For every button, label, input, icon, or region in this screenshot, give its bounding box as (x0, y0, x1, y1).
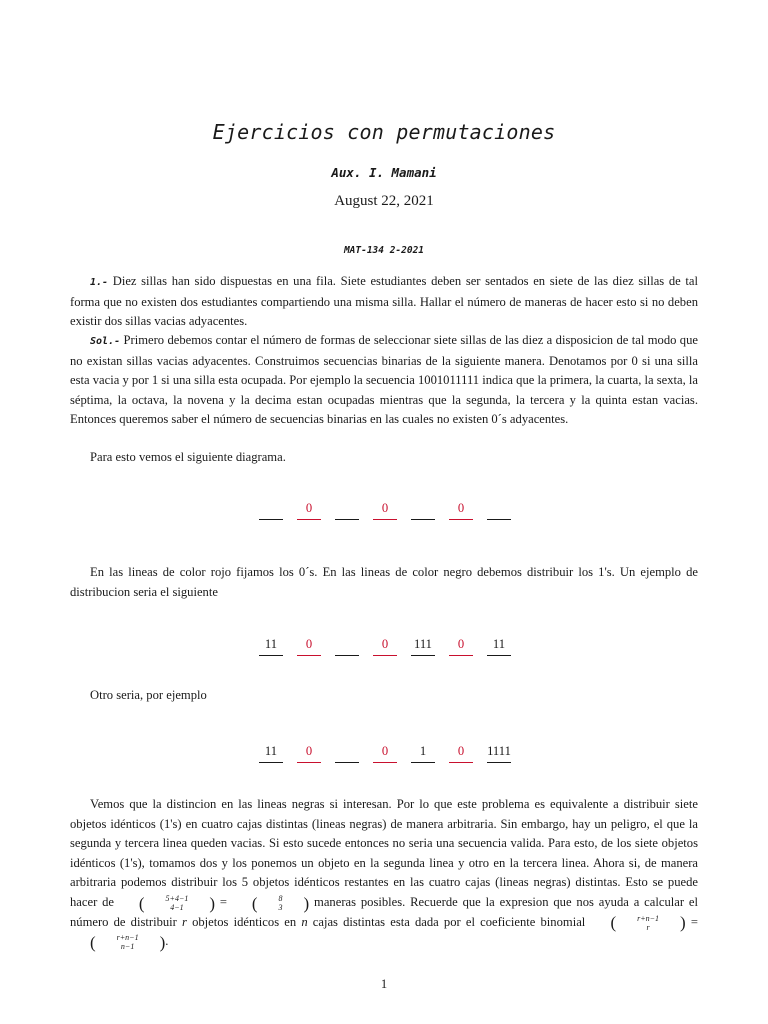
final-text-e: . (165, 934, 169, 949)
slot-line (259, 519, 283, 520)
black-slot (335, 490, 359, 520)
binom-bottom: r (646, 922, 650, 932)
page-title: Ejercicios con permutaciones (212, 120, 556, 144)
slot-line (297, 655, 321, 656)
slot-line (297, 762, 321, 763)
red-slot (373, 490, 397, 520)
equals-sign: = (685, 914, 698, 929)
date: August 22, 2021 (334, 193, 434, 209)
problem-label: 1.- (90, 277, 109, 288)
black-slot (335, 626, 359, 656)
diagram-intro: Para esto vemos el siguiente diagrama. (90, 450, 286, 464)
black-slot (259, 626, 283, 656)
slot-value: 0 (305, 637, 313, 651)
slot-value: 0 (457, 637, 465, 651)
slot-value: 0 (381, 637, 389, 651)
diagram-empty (0, 490, 768, 520)
problem-statement (70, 272, 698, 332)
equals-sign: = (215, 894, 232, 909)
binom-general: ( r+n−1 r ) (610, 913, 686, 933)
slot-line (373, 762, 397, 763)
author: Aux. I. Mamani (331, 165, 437, 180)
final-text-d: cajas distintas esta dada por el coeficiente binomial (307, 914, 591, 929)
slot-line (259, 762, 283, 763)
page-number: 1 (380, 977, 388, 991)
slot-value: 111 (414, 637, 432, 651)
slot-line (487, 519, 511, 520)
final-text-b: maneras posibles. Recuerde que la expresion que nos ayuda a calcular el número de distribuir (70, 894, 698, 929)
black-slot (259, 490, 283, 520)
diagram-example-1 (0, 626, 768, 656)
slot-value: 1 (419, 744, 427, 758)
red-slot (449, 733, 473, 763)
black-slot (411, 626, 435, 656)
solution-text: Primero debemos contar el número de formas de seleccionar siete sillas de las diez a disposicion de tal modo que no existan sillas vacias adyacentes. Construimos secuencias binarias de la siguiente manera. Denotamos por 0 si una silla esta vacia y por 1 si una silla esta ocupada. Por ejemplo la secuencia 1001011111 indica que la primera, la cuarta, la sexta, la séptima, la octava, la novena y la decima estan ocupadas mientras que la segunda, la tercera y la quinta estan vacias. Entonces queremos saber el número de secuencias binarias en las cuales no existen 0´s adyacentes. (70, 333, 698, 427)
black-slot (259, 733, 283, 763)
var-r: r (182, 914, 187, 929)
slot-line (487, 655, 511, 656)
var-n: n (301, 914, 308, 929)
slot-value: 11 (264, 744, 278, 758)
slot-line (335, 655, 359, 656)
binom-top: 5+4−1 (165, 894, 189, 904)
binom-bottom: n−1 (120, 942, 135, 952)
black-slot (411, 733, 435, 763)
slot-line (297, 519, 321, 520)
course-code: MAT-134 2-2021 (343, 245, 425, 256)
red-slot (449, 490, 473, 520)
slot-value: 0 (381, 744, 389, 758)
solution-label: Sol.- (90, 336, 121, 347)
binom-eight-three: ( 8 3 ) (251, 893, 310, 913)
slot-value: 11 (264, 637, 278, 651)
binom-top: 8 (278, 894, 283, 904)
black-slot (487, 490, 511, 520)
slot-line (259, 655, 283, 656)
black-slot (487, 733, 511, 763)
slot-value: 0 (305, 501, 313, 515)
slot-value: 0 (457, 501, 465, 515)
binom-five-four: ( 5+4−1 4−1 ) (138, 893, 216, 913)
slot-line (411, 762, 435, 763)
slot-line (411, 655, 435, 656)
problem-text: Diez sillas han sido dispuestas en una fila. Siete estudiantes deben ser sentados en siete de las diez sillas de tal forma que no existen dos estudiantes compartiendo una misma silla. Hallar el número de maneras de hacer esto si no deben existir dos sillas vacias adyacentes. (70, 274, 698, 329)
slot-value: 0 (305, 744, 313, 758)
diagram-example-2 (0, 733, 768, 763)
binom-general-alt: ( r+n−1 n−1 ) (90, 932, 166, 952)
binom-top: r+n−1 (637, 913, 660, 923)
slot-line (335, 762, 359, 763)
slot-value: 1111 (487, 744, 511, 758)
slot-line (449, 519, 473, 520)
slot-line (373, 655, 397, 656)
red-slot (297, 626, 321, 656)
slot-line (335, 519, 359, 520)
slot-value: 11 (492, 637, 506, 651)
after-diagram-text: En las lineas de color rojo fijamos los 0´s. En las lineas de color negro debemos distribuir los 1's. Un ejemplo de distribucion seria el siguiente (70, 565, 698, 599)
slot-line (373, 519, 397, 520)
red-slot (449, 626, 473, 656)
red-slot (297, 490, 321, 520)
slot-value: 0 (457, 744, 465, 758)
black-slot (335, 733, 359, 763)
red-slot (297, 733, 321, 763)
black-slot (411, 490, 435, 520)
final-paragraph (70, 795, 698, 952)
slot-line (449, 762, 473, 763)
slot-line (487, 762, 511, 763)
red-slot (373, 733, 397, 763)
solution-paragraph (70, 331, 698, 430)
binom-top: r+n−1 (116, 933, 139, 943)
final-text-a: Vemos que la distincion en las lineas negras si interesan. Por lo que este problema es equivalente a distribuir siete objetos idénticos (1's) en cuatro cajas distintas (lineas negras) de manera arbitraria. Sin embargo, hay un peligro, el que la segunda y tercera linea queden vacias. Si esto sucede entonces no seria una secuencia valida. Para esto, de los siete objetos idénticos (1's), tomamos dos y los ponemos un objeto en la segunda linea y otro en la tercera linea. Ahora si, de manera arbitraria podemos distribuir los 5 objetos idénticos restantes en las cuatro cajas (lineas negras) distintas. Esto se puede hacer de (70, 797, 698, 909)
slot-value: 0 (381, 501, 389, 515)
other-example-text: Otro seria, por ejemplo (90, 688, 207, 702)
final-text-c: objetos idénticos en (186, 914, 302, 929)
binom-bottom: 3 (278, 903, 283, 913)
black-slot (487, 626, 511, 656)
slot-line (411, 519, 435, 520)
binom-bottom: 4−1 (170, 903, 184, 913)
red-slot (373, 626, 397, 656)
slot-line (449, 655, 473, 656)
